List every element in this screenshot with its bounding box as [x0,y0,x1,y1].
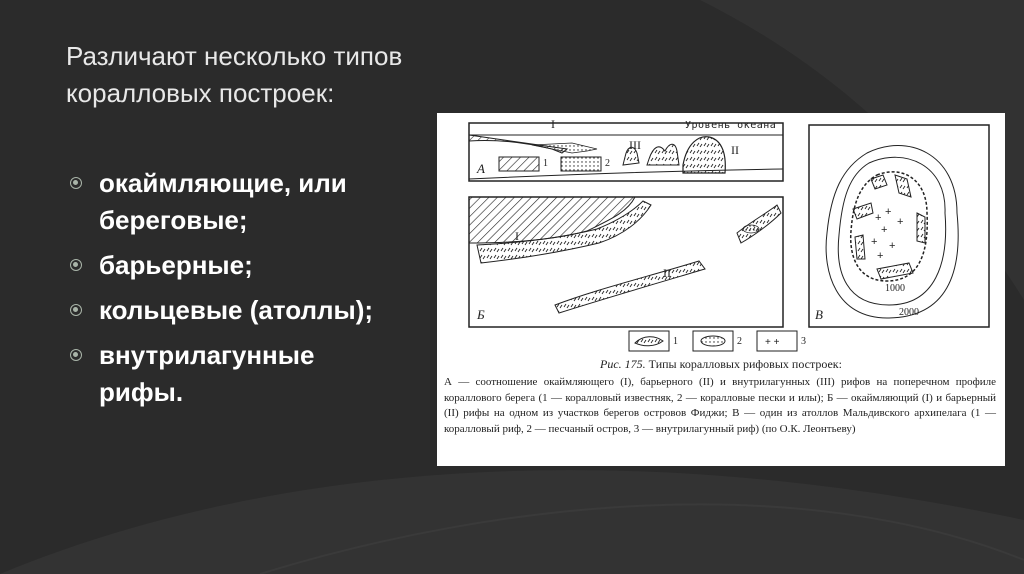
contour-2000: 2000 [899,307,919,318]
panel-b-reef-i: I [515,229,519,243]
ocean-level-label: Уровень океана [685,120,777,131]
panel-a-label: А [477,161,485,176]
reef-label-iii: III [629,138,641,152]
contour-1000: 1000 [885,283,905,294]
legend-a-1: 1 [543,158,548,169]
legend-3: 3 [801,336,806,347]
panel-b-reef-ii: II [663,266,671,280]
svg-text:+: + [885,206,892,218]
svg-text:+: + [875,212,882,224]
bullet-icon [70,259,82,271]
svg-text:+: + [881,224,888,236]
bottom-legend [629,331,797,351]
slide-title: Различают несколько типов коралловых построек: [66,41,403,108]
svg-text:+ +: + + [765,337,780,348]
figure-drawing [437,113,1005,353]
panel-v-label: В [815,307,823,322]
caption-title-text: Типы коралловых рифовых построек: [648,357,842,371]
legend-2: 2 [737,336,742,347]
legend-a-2: 2 [605,158,610,169]
svg-text:+: + [871,236,878,248]
panel-b-map [469,197,783,327]
panel-b-label: Б [477,307,485,322]
svg-text:+: + [889,240,896,252]
bullet-item [66,247,396,284]
bullet-text: барьерные; [99,250,253,280]
figure-caption-title [437,357,1005,372]
svg-text:+: + [897,216,904,228]
legend-1: 1 [673,336,678,347]
bullet-icon [70,304,82,316]
bullet-icon [70,349,82,361]
bullet-item [66,165,396,239]
reef-label-i: I [551,117,555,131]
panel-v-atoll [809,125,989,327]
reef-types-figure [437,113,1005,466]
reef-label-ii: II [731,143,739,157]
caption-prefix: Рис. 175. [600,357,646,371]
bullet-text: кольцевые (атоллы); [99,295,374,325]
bullet-item [66,292,396,329]
bullet-icon [70,177,82,189]
bullet-item [66,337,396,411]
bullet-text: внутрилагунные рифы. [99,340,315,407]
bullet-list [66,165,396,419]
svg-text:+: + [877,250,884,262]
figure-caption-body: А — соотношение окаймляющего (I), барьерного (II) и внутрилагунных (III) рифов на поперечном профиле кораллового берега (1 — коралловый известняк, 2 — коралловые пески и илы); Б — окаймляющий (I) и барьерный (II) рифы на одном из участков берегов островов Фиджи; В — один из атоллов Мальдивского архипелага (1 — коралловый риф, 2 — песчаный остров, 3 — внутрилагунный риф) (по О.К. Леонтьеву) [444,376,996,435]
bullet-text: окаймляющие, или береговые; [99,168,347,235]
